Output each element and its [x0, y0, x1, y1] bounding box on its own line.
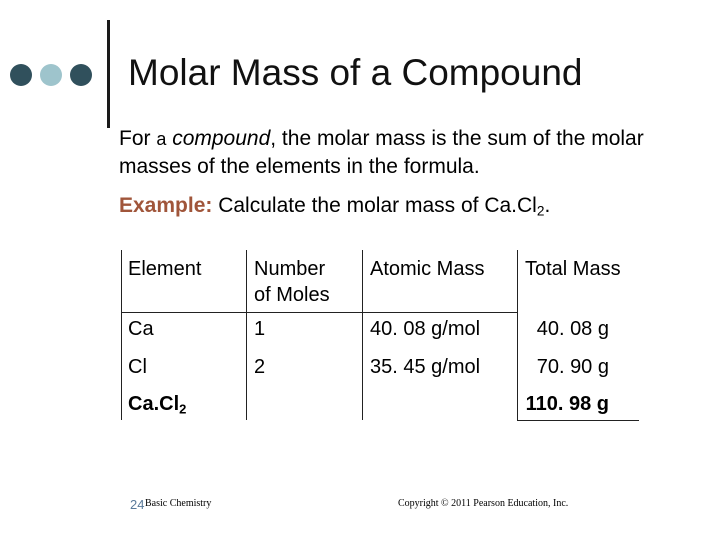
header-moles-line1: Number: [254, 258, 326, 280]
example-end: .: [544, 194, 551, 217]
intro-part-2: a: [156, 129, 167, 149]
page-number: 24: [130, 497, 145, 512]
header-moles-line2: of Moles: [254, 284, 330, 306]
example-label: Example:: [119, 194, 213, 217]
header-element: Element: [128, 258, 202, 280]
header-total-mass: Total Mass: [525, 258, 621, 280]
table-hline: [121, 312, 517, 313]
table-vline: [121, 250, 122, 420]
row-cl-total-mass: 70. 90 g: [536, 356, 609, 378]
intro-part-1: For: [119, 127, 157, 150]
total-formula-text: Ca.Cl: [128, 393, 180, 415]
intro-part-3: compound: [166, 127, 271, 150]
molar-mass-table: [121, 250, 639, 420]
title-divider: [107, 20, 110, 128]
example-subscript: 2: [536, 203, 545, 219]
copyright-notice: Copyright © 2011 Pearson Education, Inc.: [398, 498, 569, 509]
row-cl-element: Cl: [128, 356, 147, 378]
total-formula-subscript: 2: [179, 401, 187, 417]
row-ca-element: Ca: [128, 318, 154, 340]
intro-text: [119, 125, 699, 181]
decorative-dot-3: [70, 64, 92, 86]
row-total-formula: [128, 393, 186, 420]
table-hline: [517, 420, 639, 421]
intro-part-4: , the molar mass is the sum of the molar masses of the elements in the formula.: [119, 127, 644, 178]
decorative-dot-1: [10, 64, 32, 86]
decorative-dot-2: [40, 64, 62, 86]
example-text: Calculate the molar mass of Ca.Cl: [212, 194, 537, 217]
row-ca-moles: 1: [254, 318, 266, 340]
example-line: [119, 194, 550, 218]
row-ca-total-mass: 40. 08 g: [536, 318, 609, 340]
footer-book-title: Basic Chemistry: [145, 498, 212, 509]
table-vline: [362, 250, 363, 420]
row-ca-atomic-mass: 40. 08 g/mol: [370, 318, 481, 340]
table-vline: [246, 250, 247, 420]
row-cl-atomic-mass: 35. 45 g/mol: [370, 356, 481, 378]
header-atomic-mass: Atomic Mass: [370, 258, 485, 280]
row-cl-moles: 2: [254, 356, 266, 378]
row-total-mass: 110. 98 g: [525, 393, 609, 415]
slide-title: Molar Mass of a Compound: [128, 52, 583, 93]
